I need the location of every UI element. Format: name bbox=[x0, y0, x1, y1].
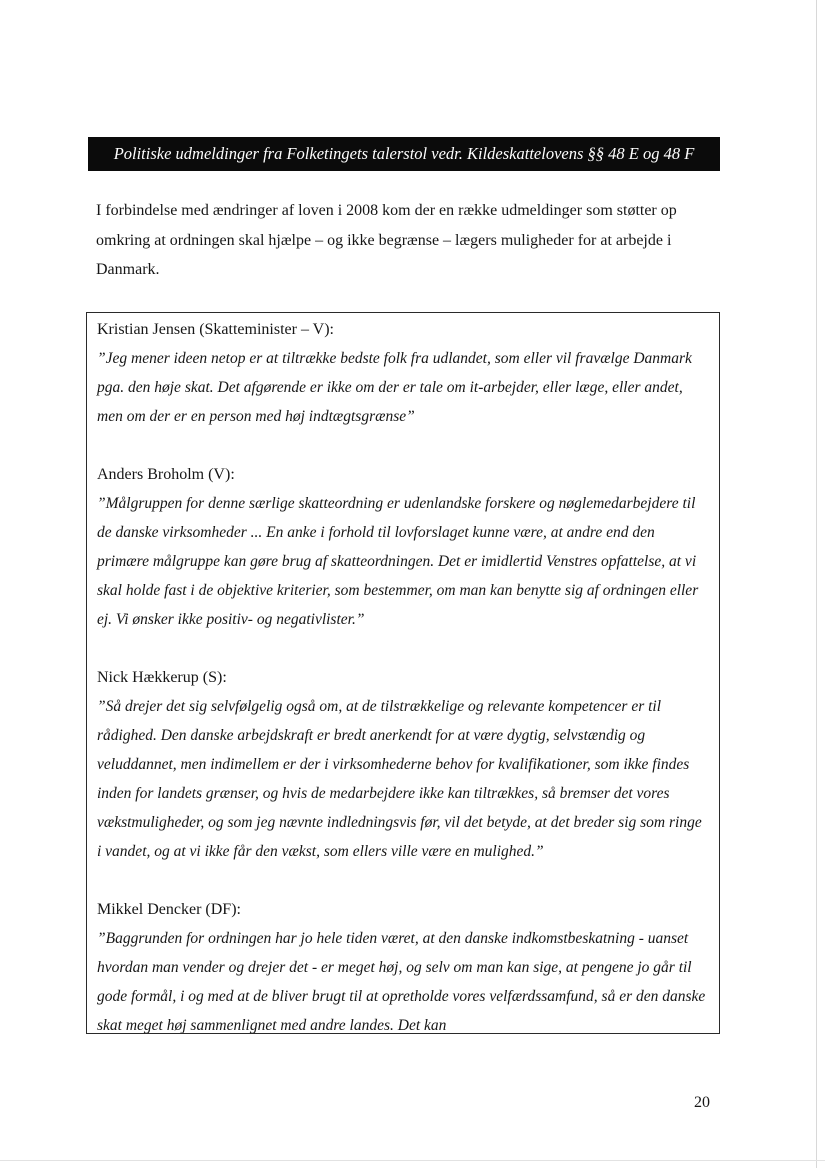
speaker-name: Mikkel Dencker (DF): bbox=[97, 901, 241, 918]
quote-text: ”Målgruppen for denne særlige skatteordning er udenlandske forskere og nøglemedarbejdere til de danske virksomheder ... En anke i forhold til lovforslaget kunne være, at andre end den primære målgruppe kan gøre brug af skatteordningen. Det er imidlertid Venstres opfattelse, at vi skal holde fast i de objektive kriterier, som bestemmer, om man kan benytte sig af ordningen eller ej. Vi ønsker ikke positiv- og negativlister.” bbox=[97, 495, 699, 628]
quotes-box bbox=[86, 312, 720, 1034]
quote-text: ”Jeg mener ideen netop er at tiltrække bedste folk fra udlandet, som eller vil fravælge Danmark pga. den høje skat. Det afgørende er ikke om der er tale om it-arbejder, eller læge, eller andet, men om der er en person med høj indtægtsgrænse” bbox=[97, 350, 692, 425]
spacer bbox=[97, 431, 709, 460]
spacer bbox=[97, 866, 709, 895]
quote-text: ”Baggrunden for ordningen har jo hele tiden været, at den danske indkomstbeskatning - uanset hvordan man vender og drejer det - er meget høj, og selv om man kan sige, at pengene jo går til gode formål, i og med at de bliver brugt til at opretholde vores velfærdssamfund, så er den danske skat meget høj sammenlignet med andre landes. Det kan bbox=[97, 930, 706, 1034]
section-heading: Politiske udmeldinger fra Folketingets talerstol vedr. Kildeskattelovens §§ 48 E og 48 F bbox=[88, 137, 720, 171]
intro-paragraph: I forbindelse med ændringer af loven i 2008 kom der en række udmeldinger som støtter op omkring at ordningen skal hjælpe – og ikke begrænse – lægers muligheder for at arbejde i Danmark. bbox=[96, 202, 677, 278]
quote-text: ”Så drejer det sig selvfølgelig også om, at de tilstrækkelige og relevante kompetencer er til rådighed. Den danske arbejdskraft er bredt anerkendt for at være dygtig, selvstændig og veluddannet, men indimellem er der i virksomhederne behov for kvalifikationer, som ikke findes inden for landets grænser, og hvis de medarbejdere ikke kan tiltrækkes, så bremser det vores vækstmuligheder, og som jeg nævnte indledningsvis før, vil det betyde, at det breder sig som ringe i vandet, og at vi ikke får den vækst, som ellers ville være en mulighed.” bbox=[97, 698, 702, 860]
page-number: 20 bbox=[694, 1094, 710, 1111]
spacer bbox=[97, 634, 709, 663]
scan-edge-line bbox=[0, 1160, 825, 1161]
scan-edge-line bbox=[816, 0, 817, 1168]
speaker-name: Nick Hækkerup (S): bbox=[97, 669, 227, 686]
speaker-name: Anders Broholm (V): bbox=[97, 466, 235, 483]
speaker-name: Kristian Jensen (Skatteminister – V): bbox=[97, 321, 334, 338]
